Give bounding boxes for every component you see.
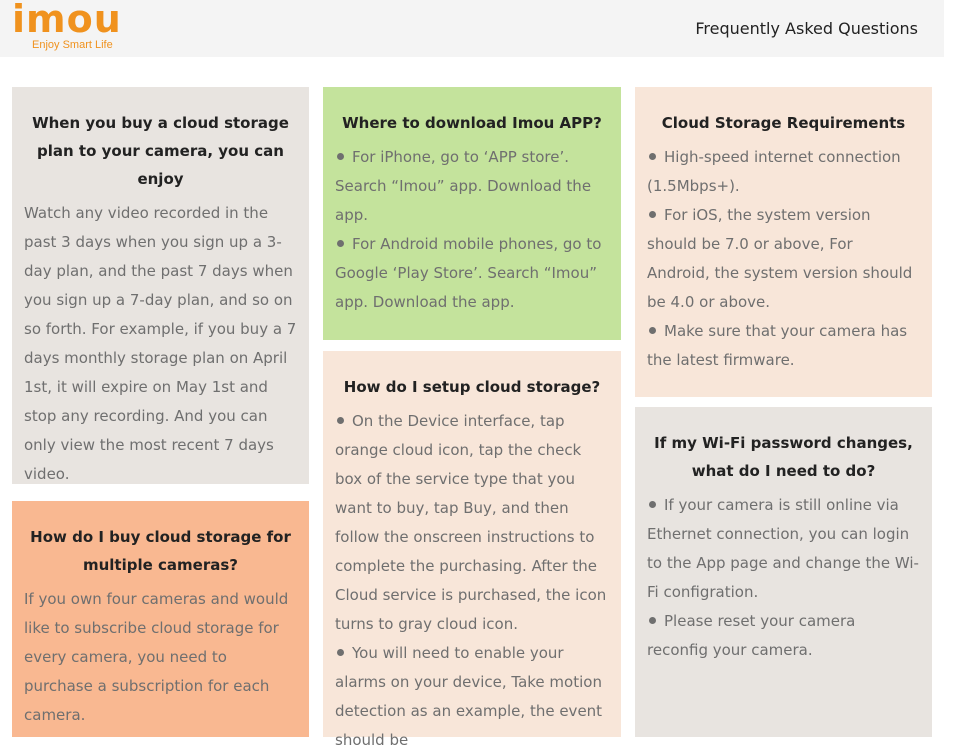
bullet-icon [337, 240, 344, 247]
bullet-icon [649, 617, 656, 624]
faq-card-title: If my Wi-Fi password changes, what do I need to do? [654, 434, 913, 480]
faq-list-item [647, 317, 920, 375]
faq-list-item-text: For iPhone, go to ‘APP store’. Search “Imou” app. Download the app. [335, 148, 592, 224]
faq-card-title: How do I buy cloud storage for multiple cameras? [30, 528, 291, 574]
faq-card-body: Watch any video recorded in the past 3 days when you sign up a 3-day plan, and the past 7 days when you sign up a 7-day plan, and so on so forth. For example, if you buy a 7 days monthly storage plan on April 1st, it will expire on May 1st and stop any recording. And you can only view the most recent 7 days video. [24, 204, 297, 483]
logo-wordmark: imou [12, 0, 122, 41]
faq-card-multiple-cameras [12, 501, 309, 737]
faq-list-item [335, 407, 609, 639]
faq-card-setup-cloud-storage [323, 351, 621, 749]
faq-list-item-text: Please reset your camera reconfig your camera. [647, 612, 856, 659]
faq-card-title: Cloud Storage Requirements [661, 114, 906, 132]
faq-card-wifi-password [635, 407, 932, 737]
bullet-icon [649, 153, 656, 160]
faq-list-item [647, 143, 920, 201]
bullet-icon [337, 153, 344, 160]
faq-card-download-app [323, 87, 621, 340]
faq-list-item [335, 639, 609, 755]
page-title: Frequently Asked Questions [695, 19, 918, 38]
faq-list-item-text: For iOS, the system version should be 7.0 or above, For Android, the system version should be 4.0 or above. [647, 206, 913, 311]
imou-logo[interactable] [12, 1, 152, 55]
bullet-icon [649, 501, 656, 508]
faq-list-item [647, 201, 920, 317]
faq-card-title: When you buy a cloud storage plan to your camera, you can enjoy [32, 114, 289, 188]
page-header [0, 0, 944, 57]
bullet-icon [337, 649, 344, 656]
faq-list-item-text: For Android mobile phones, go to Google ‘Play Store’. Search “Imou” app. Download the app. [335, 235, 602, 311]
faq-list-item [335, 230, 609, 317]
logo-tagline: Enjoy Smart Life [32, 39, 113, 51]
faq-list-item [647, 491, 920, 607]
faq-list-item-text: You will need to enable your alarms on your device, Take motion detection as an example, the event should be [335, 644, 603, 749]
faq-list-item-text: High-speed internet connection (1.5Mbps+). [647, 148, 901, 195]
faq-card-cloud-plan-benefits [12, 87, 309, 484]
faq-card-body: If you own four cameras and would like to subscribe cloud storage for every camera, you need to purchase a subscription for each camera. [24, 590, 289, 724]
faq-list-item [335, 143, 609, 230]
faq-card-title: How do I setup cloud storage? [343, 378, 601, 396]
bullet-icon [337, 417, 344, 424]
faq-list-item-text: Make sure that your camera has the latest firmware. [647, 322, 908, 369]
faq-list-item-text: If your camera is still online via Ethernet connection, you can login to the App page and change the Wi-Fi configration. [647, 496, 919, 601]
faq-card-title: Where to download Imou APP? [342, 114, 602, 132]
faq-card-requirements [635, 87, 932, 397]
faq-list-item-text: On the Device interface, tap orange cloud icon, tap the check box of the service type that you want to buy, tap Buy, and then follow the onscreen instructions to complete the purchasing. After the Cloud service is purchased, the icon turns to gray cloud icon. [335, 412, 607, 633]
bullet-icon [649, 327, 656, 334]
faq-list-item [647, 607, 920, 665]
bullet-icon [649, 211, 656, 218]
